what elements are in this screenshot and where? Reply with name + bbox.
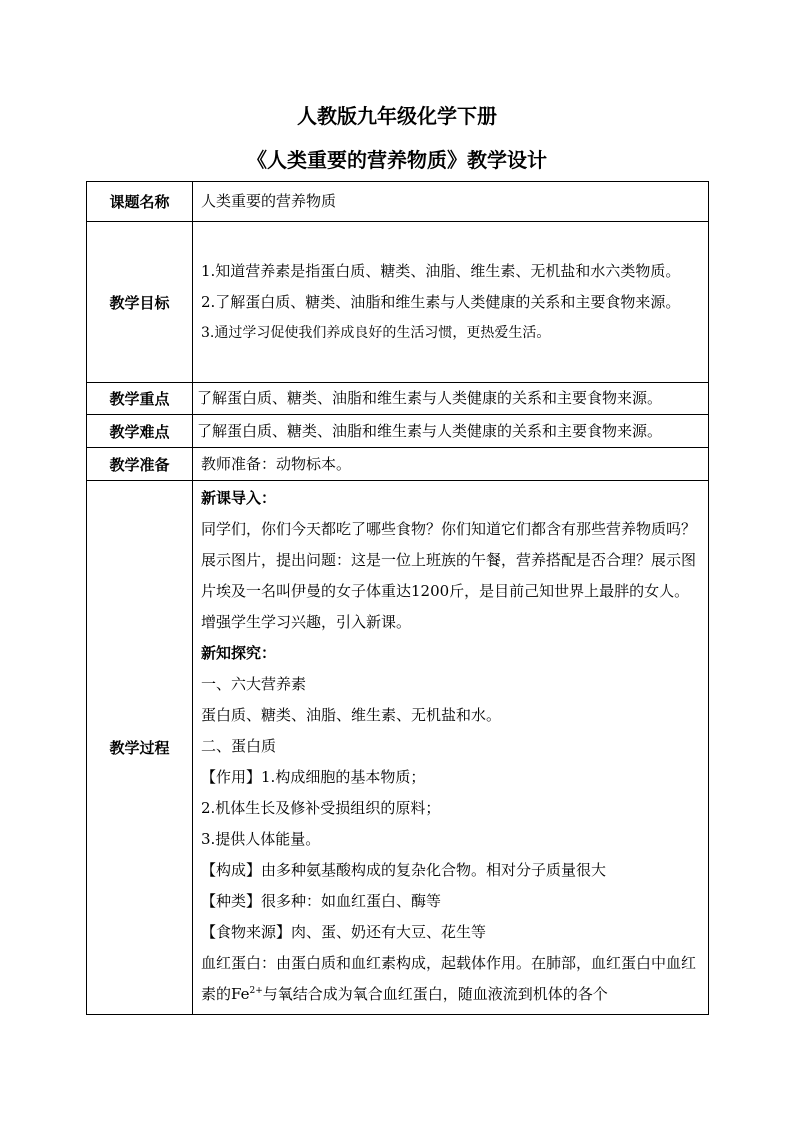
table-row: [87, 383, 709, 415]
preparation-value: 教师准备：动物标本。: [193, 448, 709, 481]
document-title: 人教版九年级化学下册: [297, 104, 497, 128]
sources-line: [201, 917, 700, 948]
sources-text: 肉、蛋、奶还有大豆、花生等: [291, 923, 487, 941]
objective-item: 1.知道营养素是指蛋白质、糖类、油脂、维生素、无机盐和水六类物质。: [201, 261, 681, 280]
key-points-label: 教学重点: [87, 383, 193, 415]
sources-tag: 【食物来源】: [201, 923, 292, 941]
hemoglobin-text-b: 与氧结合成为氧合血红蛋白，随血液流到机体的各个: [262, 985, 608, 1003]
types-line: [201, 886, 700, 917]
table-row: [87, 182, 709, 222]
table-row: [87, 481, 709, 1015]
role-item: 2.机体生长及修补受损组织的原料；: [201, 799, 441, 817]
lesson-plan-table: [86, 181, 709, 1015]
difficulties-value: 了解蛋白质、糖类、油脂和维生素与人类健康的关系和主要食物来源。: [193, 415, 709, 448]
topic-label: 课题名称: [87, 182, 193, 222]
process-label: 教学过程: [87, 481, 193, 1015]
hemoglobin-paragraph: [201, 948, 700, 1010]
hemoglobin-text-a: 血红蛋白：由蛋白质和血红素构成，起载体作用。在肺部，血红蛋白中血红素的Fe: [201, 954, 697, 1003]
types-tag: 【种类】: [201, 892, 262, 910]
table-row: [87, 415, 709, 448]
topic-value: 人类重要的营养物质: [193, 182, 709, 222]
objectives-label: 教学目标: [87, 222, 193, 383]
key-points-value: 了解蛋白质、糖类、油脂和维生素与人类健康的关系和主要食物来源。: [193, 383, 709, 415]
composition-text: 由多种氨基酸构成的复杂化合物。相对分子质量很大: [261, 861, 607, 879]
explore-heading: 新知探究：: [201, 644, 277, 662]
section2-title: 二、蛋白质: [201, 737, 277, 755]
intro-heading: 新课导入：: [201, 489, 277, 507]
difficulties-label: 教学难点: [87, 415, 193, 448]
table-row: [87, 448, 709, 481]
table-row: [87, 222, 709, 383]
process-value: [193, 481, 709, 1015]
role-line: [201, 762, 700, 793]
document-subtitle: 《人类重要的营养物质》教学设计: [247, 148, 547, 172]
role-tag: 【作用】: [201, 768, 262, 786]
section1-title: 一、六大营养素: [201, 675, 307, 693]
objectives-value: [193, 222, 709, 383]
composition-line: [201, 855, 700, 886]
preparation-label: 教学准备: [87, 448, 193, 481]
role-item: 3.提供人体能量。: [201, 830, 321, 848]
composition-tag: 【构成】: [201, 861, 262, 879]
intro-text: 同学们，你们今天都吃了哪些食物？你们知道它们都含有那些营养物质吗？展示图片，提出问题：这是一位上班族的午餐，营养搭配是否合理？展示图片埃及一名叫伊曼的女子体重达1200斤，是目前己知世界上最胖的女人。增强学生学习兴趣，引入新课。: [201, 520, 697, 631]
section1-text: 蛋白质、糖类、油脂、维生素、无机盐和水。: [201, 706, 502, 724]
types-text: 很多种：如血红蛋白、酶等: [261, 892, 442, 910]
role-item: 1.构成细胞的基本物质；: [261, 768, 426, 786]
objective-item: 2.了解蛋白质、糖类、油脂和维生素与人类健康的关系和主要食物来源。: [201, 292, 681, 311]
objective-item: 3.通过学习促使我们养成良好的生活习惯，更热爱生活。: [201, 324, 551, 341]
iron-charge-superscript: 2+: [249, 986, 263, 996]
